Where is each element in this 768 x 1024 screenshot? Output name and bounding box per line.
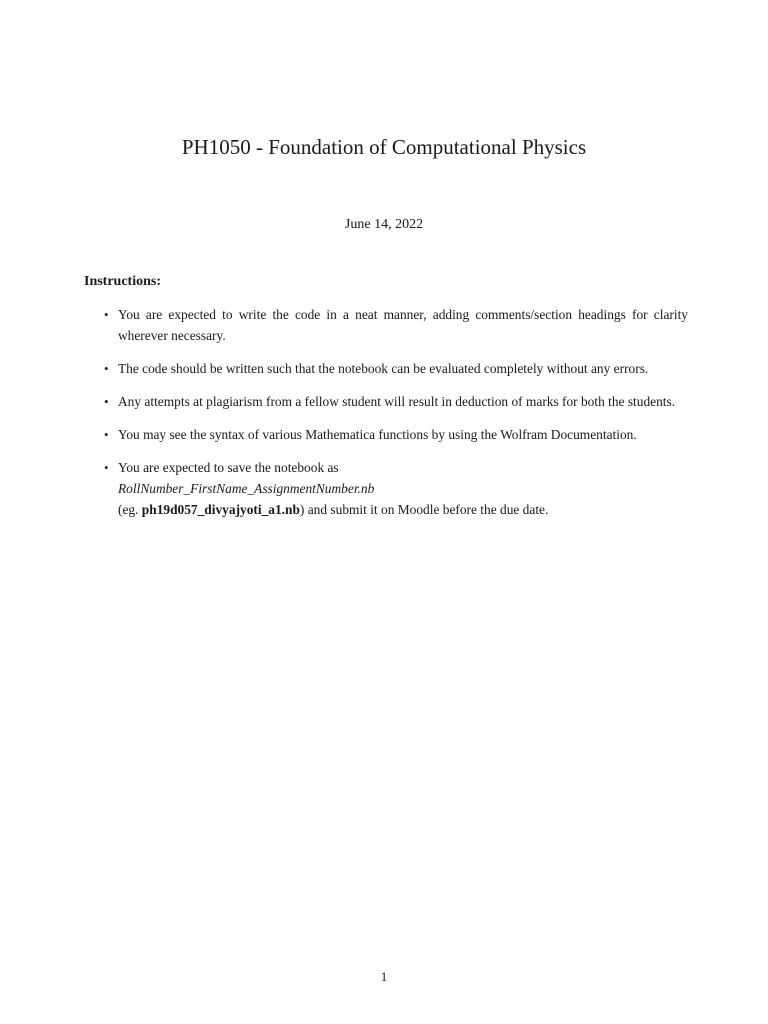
example-suffix: ) and submit it on Moodle before the due date.: [299, 502, 549, 517]
instruction-text: You are expected to write the code in a neat manner, adding comments/section headings for clarity wherever necessary.: [118, 307, 688, 343]
filename-pattern: RollNumber_FirstName_AssignmentNumber.nb: [118, 481, 375, 496]
bullet-icon: •: [104, 460, 109, 475]
list-item: [84, 457, 688, 520]
bullet-icon: •: [104, 394, 109, 409]
list-item: [84, 304, 688, 346]
list-item: [84, 424, 688, 445]
page-number: 1: [380, 969, 388, 984]
list-item: [84, 358, 688, 379]
instruction-text: Any attempts at plagiarism from a fellow student will result in deduction of marks for both the students.: [118, 394, 676, 409]
filename-example-line: [118, 499, 688, 520]
document-title: PH1050 - Foundation of Computational Physics: [181, 135, 587, 159]
example-filename: ph19d057_divyajyoti_a1.nb: [141, 502, 300, 517]
document-date: June 14, 2022: [344, 217, 424, 232]
instruction-text: The code should be written such that the notebook can be evaluated completely without any errors.: [118, 361, 649, 376]
instruction-text: You are expected to save the notebook as: [118, 460, 339, 475]
instructions-heading: Instructions:: [84, 274, 162, 289]
instructions-list: [84, 304, 688, 532]
list-item: [84, 391, 688, 412]
bullet-icon: •: [104, 427, 109, 442]
example-prefix: (eg.: [118, 502, 142, 517]
bullet-icon: •: [104, 307, 109, 322]
bullet-icon: •: [104, 361, 109, 376]
instruction-text: You may see the syntax of various Mathematica functions by using the Wolfram Documentation.: [118, 427, 637, 442]
